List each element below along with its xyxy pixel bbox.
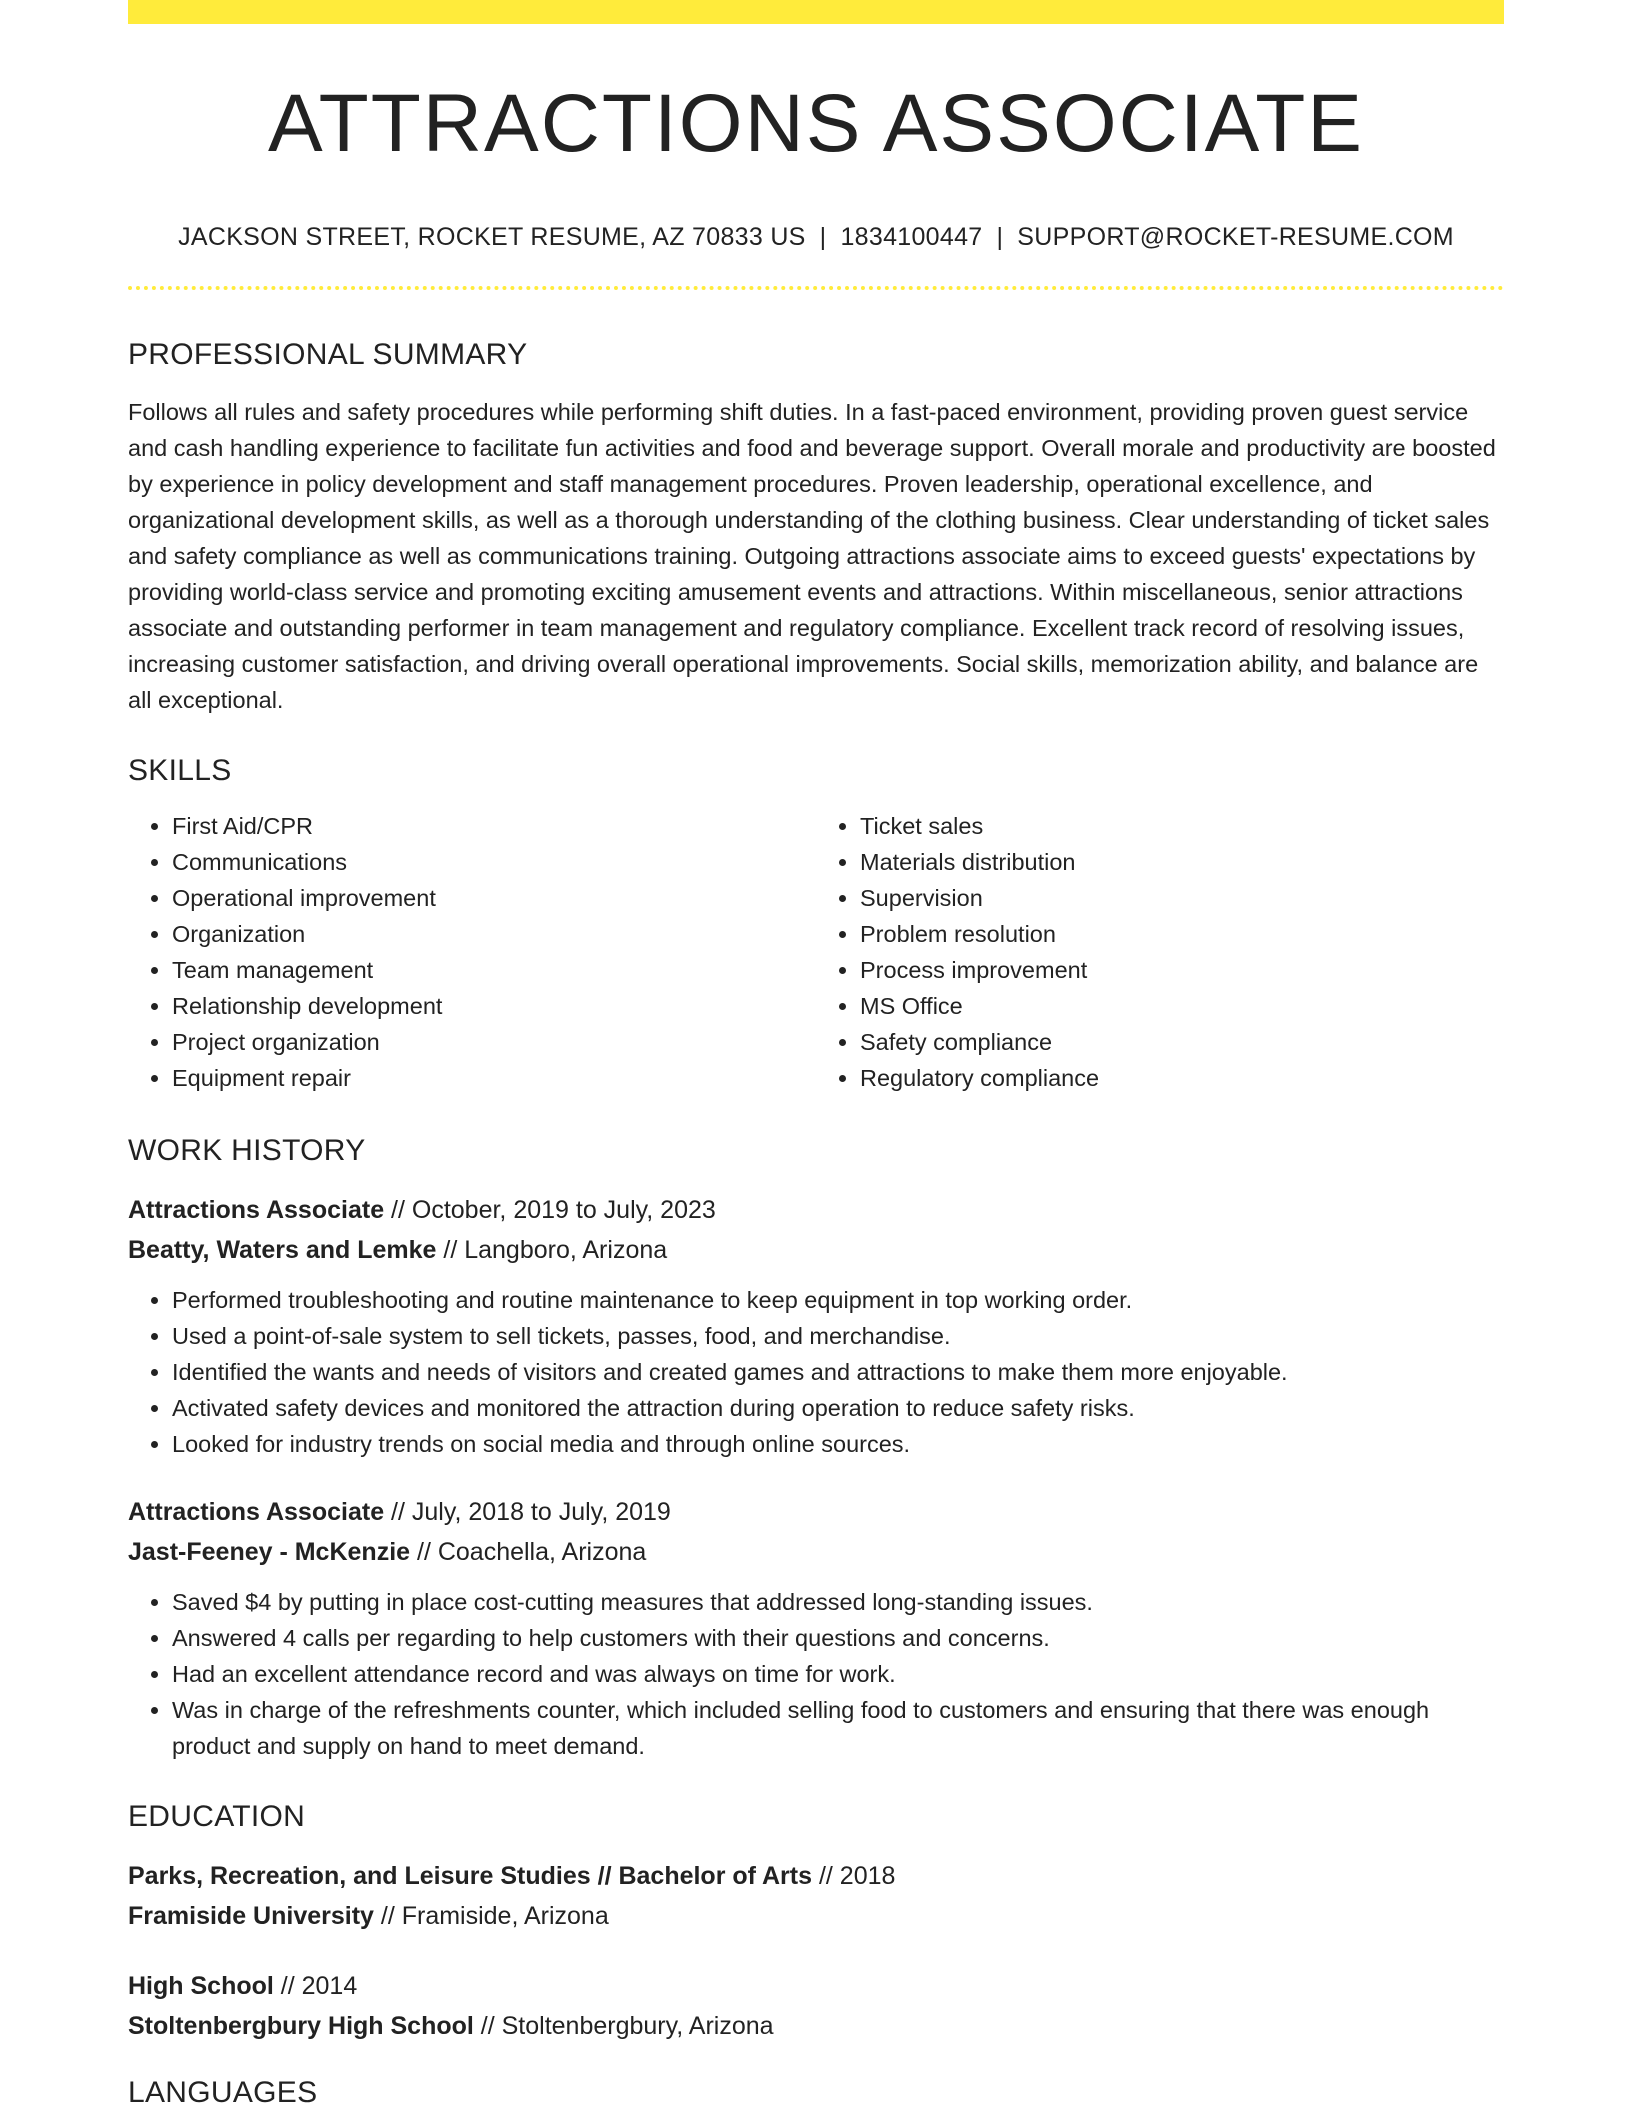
job-bullet: • Performed troubleshooting and routine maintenance to keep equipment in top working order. xyxy=(172,1282,1504,1318)
education-year: // 2014 xyxy=(273,1972,358,2001)
skill-item: • Regulatory compliance xyxy=(860,1060,1504,1096)
education-school: Stoltenbergbury High School xyxy=(128,2012,474,2041)
job-bullet: • Answered 4 calls per regarding to help customers with their questions and concerns. xyxy=(172,1620,1504,1656)
job-entry xyxy=(128,1492,1504,1572)
summary-text: Follows all rules and safety procedures while performing shift duties. In a fast-paced environment, providing proven guest service and cash handling experience to facilitate fun activities and food and beverage support. Overall morale and productivity are boosted by experience in policy development and staff management procedures. Proven leadership, operational excellence, and organizational development skills, as well as a thorough understanding of the clothing business. Clear understanding of ticket sales and safety compliance as well as communications training. Outgoing attractions associate aims to exceed guests' expectations by providing world-class service and promoting exciting amusement events and attractions. Within miscellaneous, senior attractions associate and outstanding performer in team management and regulatory compliance. Excellent track record of resolving issues, increasing customer satisfaction, and driving overall operational improvements. Social skills, memorization ability, and balance are all exceptional. xyxy=(128,399,1496,714)
education-degree: High School xyxy=(128,1972,274,2001)
dotted-divider xyxy=(128,286,1504,290)
section-heading-summary: PROFESSIONAL SUMMARY xyxy=(128,338,528,372)
job-bullet: • Used a point-of-sale system to sell tickets, passes, food, and merchandise. xyxy=(172,1318,1504,1354)
skill-item: • Process improvement xyxy=(860,952,1504,988)
job-dates: // October, 2019 to July, 2023 xyxy=(384,1196,716,1225)
job-bullets xyxy=(128,1584,1504,1764)
skill-item: • Operational improvement xyxy=(172,880,816,916)
contact-separator: | xyxy=(996,223,1004,252)
skill-item: • Team management xyxy=(172,952,816,988)
job-bullet: • Looked for industry trends on social media and through online sources. xyxy=(172,1426,1504,1462)
skills-grid xyxy=(128,808,1504,1096)
education-degree-line xyxy=(128,1856,1504,1896)
job-entry xyxy=(128,1190,1504,1270)
resume-page xyxy=(128,0,1504,2110)
contact-phone[interactable]: 1834100447 xyxy=(840,223,983,252)
skill-item: • MS Office xyxy=(860,988,1504,1024)
skill-item: • Materials distribution xyxy=(860,844,1504,880)
job-bullets xyxy=(128,1282,1504,1462)
contact-address: JACKSON STREET, ROCKET RESUME, AZ 70833 US xyxy=(178,223,806,252)
education-school-line xyxy=(128,1896,1504,1936)
skill-item: • Organization xyxy=(172,916,816,952)
skill-item: • Problem resolution xyxy=(860,916,1504,952)
top-accent-bar xyxy=(128,0,1504,24)
skill-item: • Supervision xyxy=(860,880,1504,916)
section-heading-skills: SKILLS xyxy=(128,754,232,788)
section-heading-work-history: WORK HISTORY xyxy=(128,1134,366,1168)
job-company: Beatty, Waters and Lemke xyxy=(128,1236,437,1265)
skill-item: • Ticket sales xyxy=(860,808,1504,844)
contact-separator: | xyxy=(819,223,827,252)
education-school: Framiside University xyxy=(128,1902,374,1931)
skills-list-right xyxy=(816,808,1504,1096)
job-bullet: • Activated safety devices and monitored the attraction during operation to reduce safety risks. xyxy=(172,1390,1504,1426)
education-location: // Framiside, Arizona xyxy=(373,1902,609,1931)
resume-title: ATTRACTIONS ASSOCIATE xyxy=(268,78,1364,169)
job-company-line xyxy=(128,1532,1504,1572)
job-dates: // July, 2018 to July, 2019 xyxy=(384,1498,671,1527)
skill-item: • Relationship development xyxy=(172,988,816,1024)
contact-email[interactable]: SUPPORT@ROCKET-RESUME.COM xyxy=(1017,223,1454,252)
job-title: Attractions Associate xyxy=(128,1196,385,1225)
section-heading-languages: LANGUAGES xyxy=(128,2076,318,2110)
skill-item: • Equipment repair xyxy=(172,1060,816,1096)
education-entry xyxy=(128,1966,1504,2046)
job-bullet: • Was in charge of the refreshments counter, which included selling food to customers and ensuring that there was enough product and supply on hand to meet demand. xyxy=(172,1692,1504,1764)
skill-item: • First Aid/CPR xyxy=(172,808,816,844)
skills-list-left xyxy=(128,808,816,1096)
job-company-line xyxy=(128,1230,1504,1270)
contact-line xyxy=(128,223,1504,252)
job-location: // Langboro, Arizona xyxy=(436,1236,668,1265)
job-title: Attractions Associate xyxy=(128,1498,385,1527)
skill-item: • Safety compliance xyxy=(860,1024,1504,1060)
skill-item: • Communications xyxy=(172,844,816,880)
education-year: // 2018 xyxy=(812,1862,896,1891)
job-company: Jast-Feeney - McKenzie xyxy=(128,1538,411,1567)
education-entry xyxy=(128,1856,1504,1936)
education-degree: Parks, Recreation, and Leisure Studies // Bachelor of Arts xyxy=(128,1862,813,1891)
education-degree-line xyxy=(128,1966,1504,2006)
job-title-line xyxy=(128,1492,1504,1532)
education-location: // Stoltenbergbury, Arizona xyxy=(473,2012,774,2041)
job-bullet: • Identified the wants and needs of visitors and created games and attractions to make them more enjoyable. xyxy=(172,1354,1504,1390)
job-bullet: • Had an excellent attendance record and was always on time for work. xyxy=(172,1656,1504,1692)
job-location: // Coachella, Arizona xyxy=(410,1538,647,1567)
skill-item: • Project organization xyxy=(172,1024,816,1060)
job-bullet: • Saved $4 by putting in place cost-cutting measures that addressed long-standing issues. xyxy=(172,1584,1504,1620)
education-school-line xyxy=(128,2006,1504,2046)
job-title-line xyxy=(128,1190,1504,1230)
section-heading-education: EDUCATION xyxy=(128,1800,306,1834)
